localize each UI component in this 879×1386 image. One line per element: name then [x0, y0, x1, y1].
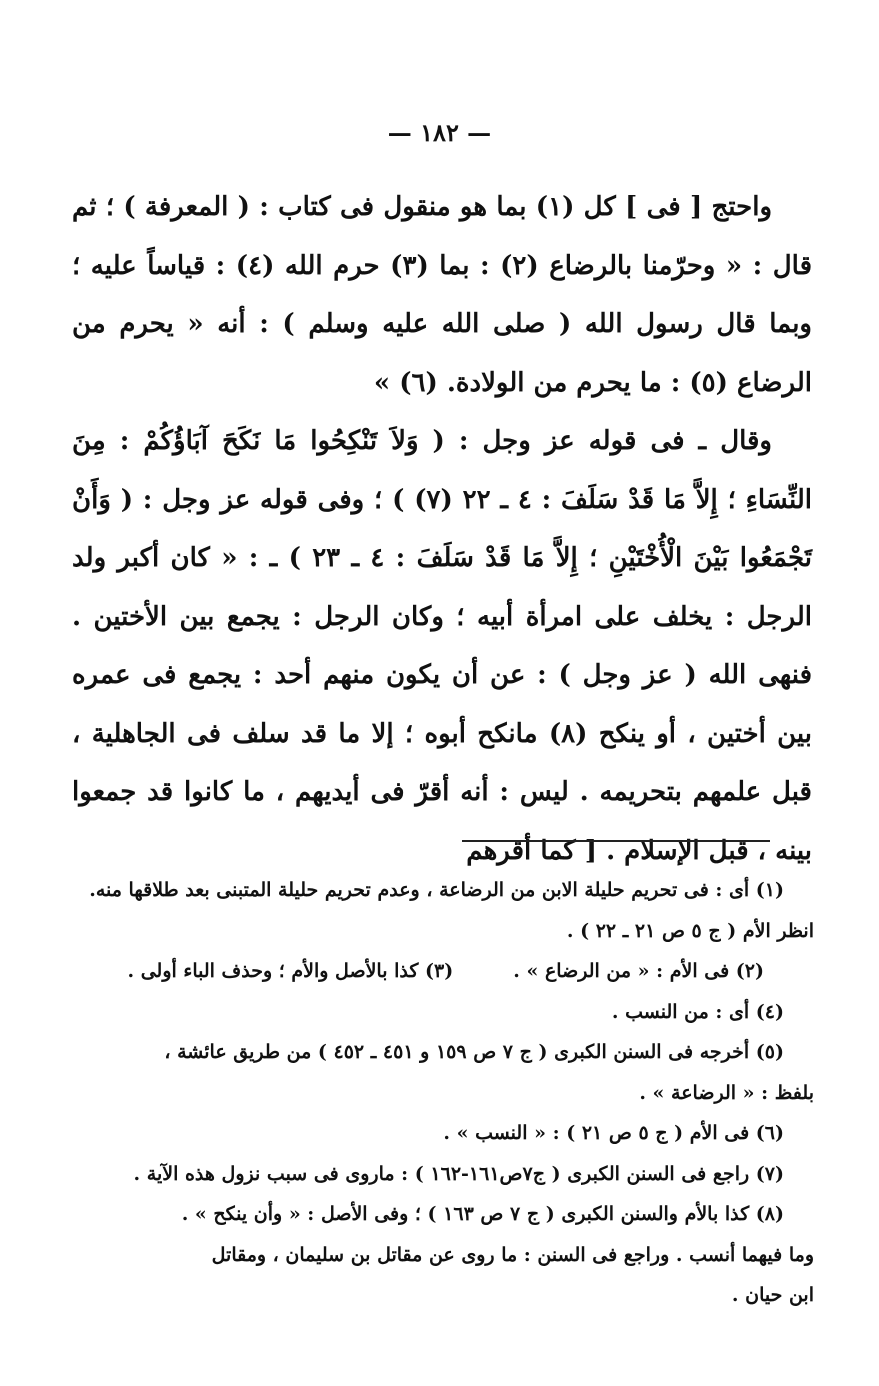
footnote-8: (٨) كذا بالأم والسنن الكبرى ( ج ٧ ص ١٦٣ ) ؛ وفى الأصل : « وأن ينكح » .	[181, 1203, 784, 1225]
footnote-7: (٧) راجع فى السنن الكبرى ( ج٧ص١٦١-١٦٢ ) : ماروى فى سبب نزول هذه الآية .	[133, 1162, 784, 1185]
footnote-4: (٤) أى : من النسب .	[611, 1000, 784, 1023]
footnote-5: (٥) أخرجه فى السنن الكبرى ( ج ٧ ص ١٥٩ و ٤٥١ ـ ٤٥٢ ) من طريق عائشة ،	[164, 1041, 784, 1063]
footnote-3: (٣) كذا بالأصل والأم ؛ وحذف الباء أولى .	[127, 960, 454, 982]
footnote-8-continued: وما فيهما أنسب . وراجع فى السنن : ما روى عن مقاتل بن سليمان ، ومقاتل	[211, 1243, 814, 1266]
footnote-separator	[462, 840, 770, 842]
footnote-2: (٢) فى الأم : « من الرضاع » .	[513, 960, 764, 982]
footnote-1-continued: انظر الأم ( ج ٥ ص ٢١ ـ ٢٢ ) .	[566, 919, 814, 942]
footnote-6: (٦) فى الأم ( ج ٥ ص ٢١ ) : « النسب » .	[443, 1122, 784, 1144]
page-number: — ١٨٢ —	[387, 118, 492, 147]
main-text	[72, 178, 812, 880]
footnote-1: (١) أى : فى تحريم حليلة الابن من الرضاعة ، وعدم تحريم حليلة المتبنى بعد طلاقها منه.	[89, 879, 784, 901]
footnote-8-end: ابن حيان .	[731, 1284, 814, 1306]
footnote-5-continued: بلفظ : « الرضاعة » .	[639, 1081, 814, 1104]
paragraph: وقال ـ فى قوله عز وجل : ( وَلاَ تَنْكِحُوا مَا نَكَحَ آبَاؤُكُمْ : مِنَ النِّسَاءِ ؛ إِلاَّ مَا قَدْ سَلَفَ : ٤ ـ ٢٢ (٧) ) ؛ وفى قوله عز وجل : ( وَأَنْ تَجْمَعُوا بَيْنَ الْأُخْتَيْنِ ؛ إِلاَّ مَا قَدْ سَلَفَ : ٤ ـ ٢٣ ) ـ : « كان أكبر ولد الرجل : يخلف على امرأة أبيه ؛ وكان الرجل : يجمع بين الأختين . فنهى الله ( عز وجل ) : عن أن يكون منهم أحد : يجمع فى عمره بين أختين ، أو ينكح (٨) مانكح أبوه ؛ إلا ما قد سلف فى الجاهلية ، قبل علمهم بتحريمه . ليس : أنه أقرّ فى أيديهم ، ما كانوا قد جمعوا بينه ، قبل الإسلام . [ كما أقرهم	[72, 426, 813, 866]
footnotes	[72, 870, 814, 1316]
paragraph: واحتج [ فى ] كل (١) بما هو منقول فى كتاب : ( المعرفة ) ؛ ثم قال : « وحرّمنا بالرضاع (٢) : بما (٣) حرم الله (٤) : قياساً عليه ؛ وبما قال رسول الله ( صلى الله عليه وسلم ) : أنه « يحرم من الرضاع (٥) : ما يحرم من الولادة. (٦) »	[72, 192, 813, 398]
footnote-row	[72, 951, 814, 992]
